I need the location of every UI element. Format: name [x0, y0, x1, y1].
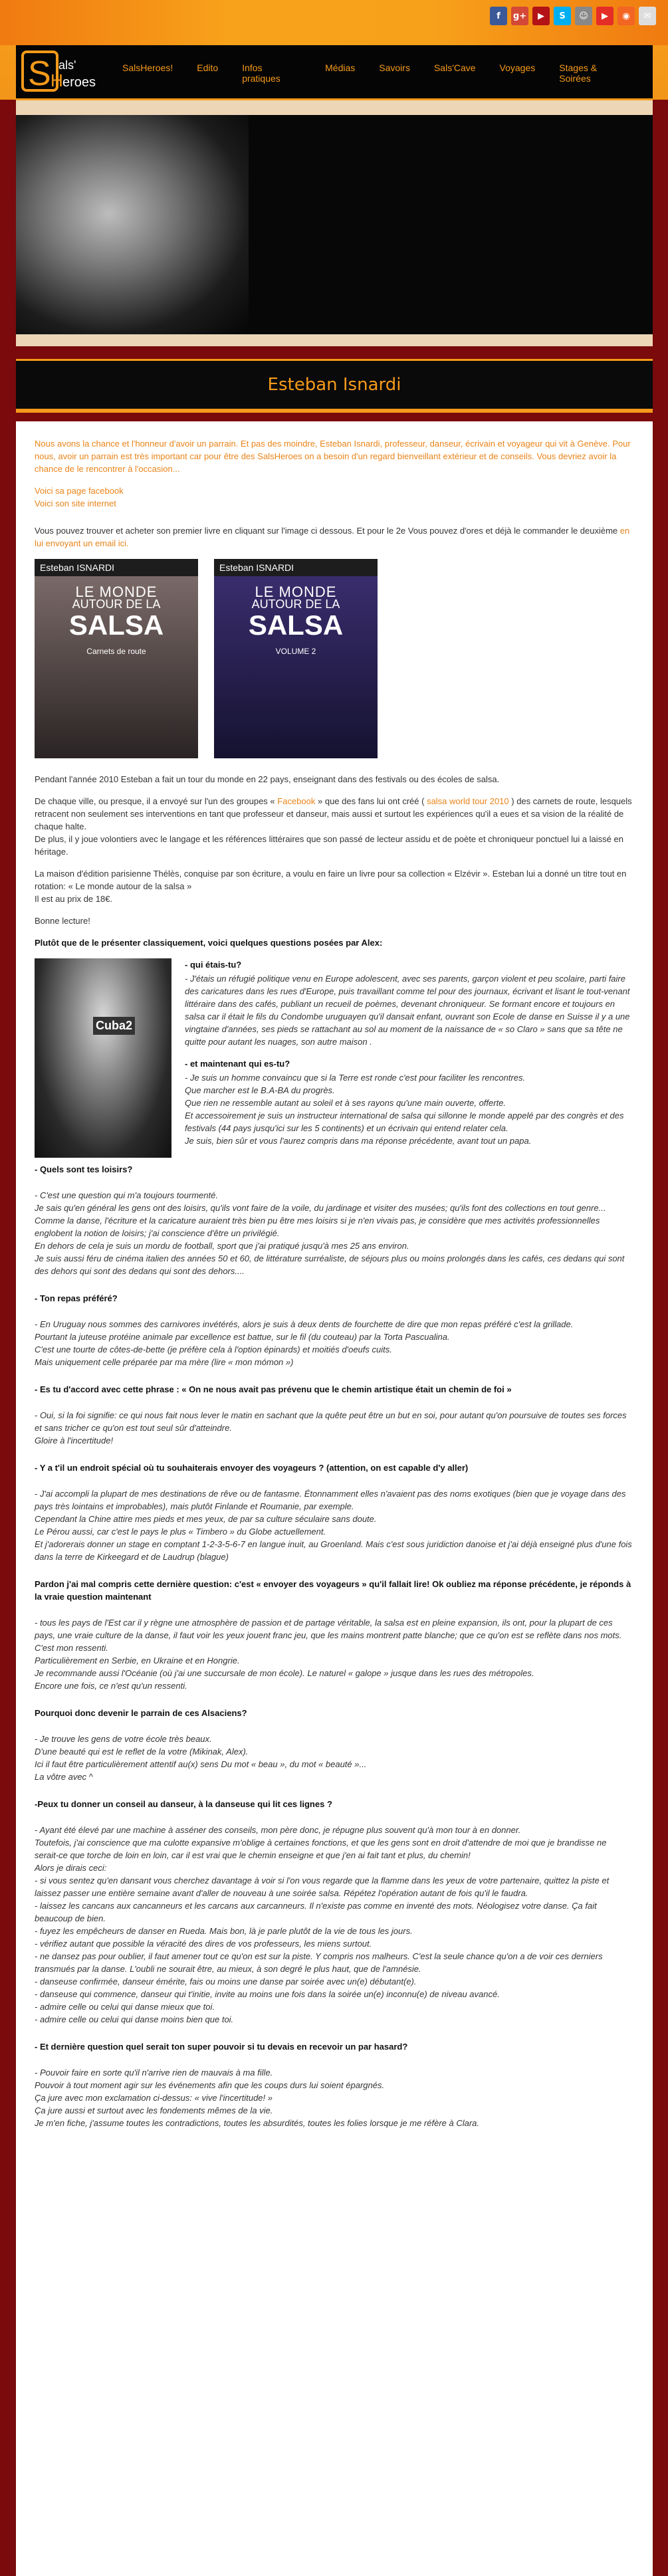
books-intro-text: Vous pouvez trouver et acheter son premier livre en cliquant sur l'image ci dessous. Et pour le 2e Vous pouvez d'ores et déjà le commander le deuxième [35, 526, 618, 536]
blog-text-c: ) des carnets de route, lesquels retracent non seulement ses interventions en tant que professeur et danseur, mais aussi et surtout les expériences qu'il a eues et sa vision de la réalité de chaque halte. [35, 796, 632, 831]
main-content [16, 421, 653, 2576]
answer-4: - En Uruguay nous sommes des carnivores invétérés, alors je suis à deux dents de fourchette de dire que mon repas préféré c'est la grillade. Pourtant la juteuse protéine animale par excellence est battue, sur le fil (du couteau) par la Torta Pascualina. C'est une tourte de côtes-de-bette (je préfère cela à l'option épinards) et moitiés d'oeufs cuits. Mais uniquement celle préparée par ma mère (lire « mon mómon ») [35, 1319, 574, 1367]
tour-paragraph: Pendant l'année 2010 Esteban a fait un tour du monde en 22 pays, enseignant dans des festivals ou des écoles de salsa. [35, 774, 500, 784]
question-9: -Peux tu donner un conseil au danseur, à la danseuse qui lit ces lignes ? [35, 1799, 332, 1809]
nav-item-3[interactable]: Infos pratiques [242, 62, 280, 84]
answer-1: - J'étais un réfugié politique venu en Europe adolescent, avec ses parents, garçon violent et peu scolaire, parti faire des caricatures dans les rues d'Europe, puis travaillant comme tel pour des journaux, écrivant et lisant le tout-venant littéraire dans des cafés, publiant un recueil de poèmes, devenant chroniqueur. Se formant encore et toujours en salsa car il était le fils du Condombe uruguayen qu'il dansait enfant, ouvrant son Ecole de danse en Suisse il y a une vingtaine d'années, ses pieds se rattachant au sol au moment de la naissance de « so Claro » sans que sa tête ne quitte pour autant les nuages, son autre maison . [185, 974, 630, 1047]
facebook-page-link[interactable]: Voici sa page facebook [35, 486, 124, 496]
esteban-teaching-photo [35, 958, 171, 1158]
book-2-subtitle: VOLUME 2 [275, 647, 316, 656]
books [35, 559, 633, 758]
skype-icon[interactable]: S [554, 7, 571, 25]
salsa-world-tour-link[interactable]: salsa world tour 2010 [427, 796, 509, 806]
question-6: - Y a t'il un endroit spécial où tu souhaiterais envoyer des voyageurs ? (attention, on est capable d'y aller) [35, 1463, 469, 1473]
question-4: - Ton repas préféré? [35, 1293, 118, 1303]
question-8: Pourquoi donc devenir le parrain de ces Alsaciens? [35, 1708, 247, 1718]
blog-text-b: » que des fans lui ont créé ( [318, 796, 425, 806]
answer-2: - Je suis un homme convaincu que si la Terre est ronde c'est pour faciliter les rencontres. Que marcher est le B.A-BA du progrès. Que rien ne ressemble autant au soleil et à ses rayons qu'une main ouverte, offerte. Et accessoirement je suis un instructeur international de salsa qui sillonne le monde appelé par des congrès et des festivals (44 pays jusqu'ici sur les 5 continents) et un écrivain qui entend relater cela. Je suis, bien sûr et vous l'aurez compris dans ma réponse précédente, avant tout un papa. [185, 1073, 624, 1146]
question-10: - Et dernière question quel serait ton super pouvoir si tu devais en recevoir un par hasard? [35, 2042, 408, 2052]
article [35, 437, 633, 2139]
nav-item-4[interactable]: Médias [325, 62, 356, 73]
question-2: - et maintenant qui es-tu? [185, 1059, 290, 1069]
question-5: - Es tu d'accord avec cette phrase : « On ne nous avait pas prévenu que le chemin artistique était un chemin de foi » [35, 1384, 512, 1394]
bonne-lecture: Bonne lecture! [35, 916, 90, 926]
intro-paragraph: Nous avons la chance et l'honneur d'avoir un parrain. Et pas des moindre, Esteban Isnardi, professeur, danseur, écrivain et voyageur qui vit à Genève. Pour nous, avoir un parrain est très important car pour être des SalsHeroes on a besoin d'un regard bienveillant extérieur et de conseils. Vous devriez avoir la chance de le rencontrer à l'occasion... [35, 439, 631, 474]
shirt-caption: Cuba2 [93, 1017, 135, 1035]
answer-7: - tous les pays de l'Est car il y règne une atmosphère de passion et de partage véritable, la salsa est en pleine expansion, ils ont, pour la plupart de ces pays, une vraie culture de la danse, il faut voir les yeux jouent franc jeu, que les mains montrent patte blanche; que ce qu'on est se reflète dans nos mots. C'est mon ressenti. Particulièrement en Serbie, en Ukraine et en Hongrie. Je recommande aussi l'Océanie (où j'ai une succursale de mon école). Le naturel « galope » jusque dans les rues des métropoles. Encore une fois, ce n'est qu'un ressenti. [35, 1618, 622, 1691]
book-2-cover [214, 576, 378, 758]
nav-item-2[interactable]: Edito [197, 62, 219, 73]
book-1-subtitle: Carnets de route [86, 647, 146, 656]
blog-paragraph [35, 795, 633, 858]
answer-6: - J'ai accompli la plupart de mes destinations de rêve ou de fantasme. Étonnamment elles n'avaient pas des noms exotiques (bien que je voyage dans des pays très lointains et improbables), mais plutôt Finlande et Roumanie, par exemple. Cependant la Chine attire mes pieds et mes yeux, de par sa culture séculaire sans doute. Le Pérou aussi, car c'est le pays le plus « Timbero » du Globe actuellement. Et j'adorerais donner un stage en comptant 1-2-3-5-6-7 en langue inuit, au Groenland. Mais c'est sous juridiction danoise et j'ai déjà enseigné plus d'une fois dans la terre de Kirkeegard et de Laudrup (blague) [35, 1489, 632, 1562]
esteban-portrait-photo [16, 115, 249, 334]
book-1-title-3: SALSA [68, 609, 164, 641]
interview-lead: Plutôt que de le présenter classiquement, voici quelques questions posées par Alex: [35, 938, 383, 948]
answer-5: - Oui, si la foi signifie: ce qui nous fait nous lever le matin en sachant que la quête peut être un but en soi, pour autant qu'on poursuive de toutes ses forces et sans tricher ce qu'on est tout seul sûr d'atteindre. Gloire à l'incertitude! [35, 1410, 627, 1446]
nav-bar [16, 45, 653, 100]
edition-paragraph [35, 867, 633, 905]
answer-10: - Pouvoir faire en sorte qu'il n'arrive rien de mauvais à ma fille. Pouvoir à tout moment agir sur les événements afin que les coups durs lui soient épargnés. Ça jure avec mon exclamation ci-dessus: « vive l'incertitude! » Ça jure aussi et surtout avec les fondements mêmes de la vie. Je m'en fiche, j'assume toutes les contradictions, toutes les absurdités, toutes les folies lorsque je me réfère à Clara. [35, 2068, 480, 2128]
salsheroes-logo[interactable] [19, 48, 112, 94]
main-menu [122, 62, 653, 84]
book-2-author: Esteban ISNARDI [214, 559, 378, 576]
question-7: Pardon j'ai mal compris cette dernière question: c'est « envoyer des voyageurs » qu'il fallait lire! Ok oubliez ma réponse précédente, je réponds à la vraie question maintenant [35, 1579, 631, 1602]
answer-8: - Je trouve les gens de votre école très beaux. D'une beauté qui est le reflet de la votre (Mikinak, Alex). Ici il faut être particulièrement attentif au(x) sens Du mot « beau », du mot « beauté »... La vôtre avec ^ [35, 1734, 367, 1782]
top-band [0, 0, 668, 45]
book-2-title-3: SALSA [248, 609, 344, 641]
svg-text:S: S [28, 54, 51, 93]
book-cover-2[interactable] [214, 559, 378, 758]
logo-text-1: als' [58, 58, 76, 72]
book-2-title-2: AUTOUR DE LA [251, 597, 340, 611]
nav-item-1[interactable]: SalsHeroes! [122, 62, 173, 73]
facebook-group-link[interactable]: Facebook [277, 796, 316, 806]
banner [16, 115, 653, 334]
answer-9: - Ayant été élevé par une machine à asséner des conseils, mon père donc, je répugne plus souvent qu'à mon tour à en donner. Toutefois, j'ai conscience que ma culotte expansive m'oblige à certaines fonctions, et que les gens sont en droit d'attendre de moi que je brandisse ne serait-ce que torche de loin en loin, car il est vrai que le chemin enseigne et que j'en ai fait tant et plus, du chemin! Alors je dirais ceci: - si vous sentez qu'en dansant vous cherchez davantage à voir si l'on vous regarde que la flamme dans les yeux de votre partenaire, quittez la piste et laissez passer une entière semaine avant d'aller de nouveau à une soirée salsa. Répétez l'opération autant de fois qu'il le faudra. - laissez les cancans aux cancanneurs et les carcans aux carcanneurs. Il n'existe pas comme en inventé des mots. Néologisez votre danse. Ça fait beaucoup de bien. - fuyez les empêcheurs de danser en Rueda. Mais bon, là je parle plutôt de la vie de tous les jours. - vérifiez autant que possible la véracité des dires de vos professeurs, les miens surtout. - ne dansez pas pour oublier, il faut amener tout ce qu'on est sur la piste. Y compris nos malheurs. C'est la seule chance qu'on a de voir ces derniers transmués par la danse. L'oubli ne sourait être, au mieux, à son degré le plus haut, que de l'amnésie. - danseuse confirmée, danseur émérite, fais ou moins une danse par soirée avec un(e) débutant(e). - danseuse qui commence, danseur qui t'initie, invite au moins une fois dans la soirée un(e) inconnu(e) de niveau avancé. - admire celle ou celui qui danse mieux que toi. - admire celle ou celui qui danse moins bien que toi. [35, 1825, 610, 2024]
blog-text-a: De chaque ville, ou presque, il a envoyé sur l'un des groupes « [35, 796, 275, 806]
nav-item-8[interactable]: Stages & Soirées [559, 62, 598, 84]
edition-text: La maison d'édition parisienne Thélès, conquise par son écriture, a voulu en faire un livre pour sa collection « Elzévir ». Esteban lui a donné un titre tout en rotation: « Le monde autour de la salsa » [35, 869, 627, 891]
books-intro [35, 524, 633, 550]
email-link[interactable]: en lui envoyant un email ici. [35, 526, 630, 548]
title-bar [16, 359, 653, 413]
book-cover-1[interactable] [35, 559, 198, 758]
price-text: Il est au prix de 18€. [35, 894, 113, 904]
nav-item-7[interactable]: Voyages [499, 62, 536, 73]
logo-text-2: eroes [62, 75, 96, 90]
question-3: - Quels sont tes loisirs? [35, 1164, 133, 1174]
google-plus-icon[interactable]: g+ [511, 7, 528, 25]
blog-text-d: De plus, il y joue volontiers avec le langage et les références littéraires que son passé de lecteur assidu et de poète et chroniqueur ponctuel lui a laissé en héritage. [35, 834, 623, 857]
answer-3: - C'est une question qui m'a toujours tourmenté. Je sais qu'en général les gens ont des loisirs, qu'ils vont faire de la voile, du jardinage et visiter des musées; qu'ils font des collections en tout genre... Comme la danse, l'écriture et la caricature auraient très bien pu être mes loisirs si je n'en vivais pas, je considère que mes activités professionnelles englobent la notion de loisirs; j'ai conscience d'être un privilégié. En dehors de cela je suis un mordu de football, sport que j'ai pratiqué jusqu'à mes 25 ans environ. Je suis aussi féru de cinéma italien des années 50 et 60, de littérature surréaliste, de séjours plus ou moins prolongés dans les cafés, ces dedans qui sont des dehors qui sont des dedans qui sont des dehors.... [35, 1190, 625, 1276]
red-margin-right [652, 100, 668, 2576]
svg-text:H: H [51, 70, 63, 90]
book-2-title-1: LE MONDE [255, 584, 337, 600]
page-title: Esteban Isnardi [267, 375, 401, 395]
avatar-icon[interactable]: ☺ [575, 7, 592, 25]
book-1-title-2: AUTOUR DE LA [72, 597, 161, 611]
book-1-title-1: LE MONDE [75, 584, 158, 600]
book-1-cover [35, 576, 198, 758]
facebook-icon[interactable]: f [490, 7, 507, 25]
nav-item-6[interactable]: Sals'Cave [433, 62, 476, 73]
question-1: - qui étais-tu? [185, 960, 242, 970]
youtube-icon[interactable]: ▶ [532, 7, 550, 25]
red-margin-left [0, 100, 16, 2576]
nav-item-5[interactable]: Savoirs [379, 62, 410, 73]
play-icon[interactable]: ▶ [596, 7, 613, 25]
banner-area [16, 100, 653, 346]
social-icons [490, 7, 656, 25]
mail-icon[interactable]: ✉ [639, 7, 656, 25]
rss-icon[interactable]: ◉ [617, 7, 635, 25]
website-link[interactable]: Voici son site internet [35, 498, 116, 508]
book-1-author: Esteban ISNARDI [35, 559, 198, 576]
